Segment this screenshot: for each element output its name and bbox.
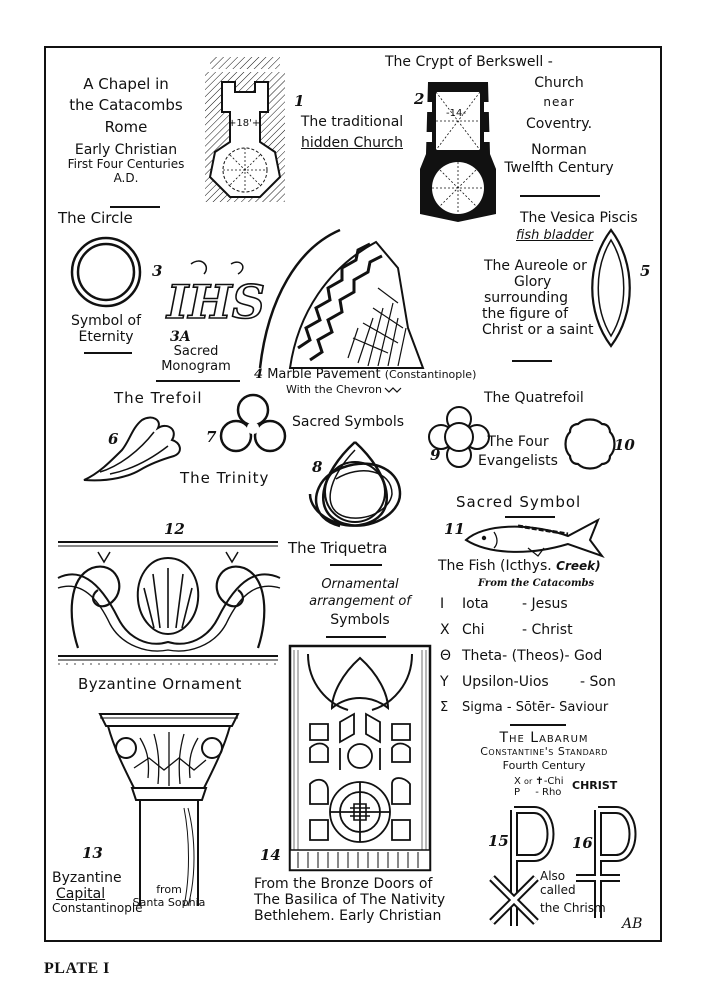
- capital-caption-line-3: Constantinople: [52, 901, 143, 916]
- marble-caption-text: Marble Pavement: [267, 367, 381, 382]
- fish-caption-text: The Fish (Icthys.: [438, 558, 552, 574]
- labarum-or: or: [524, 777, 533, 786]
- vesica-caption: [478, 258, 626, 338]
- ichthys-meaning: - Son: [580, 674, 616, 690]
- vesica-subtitle: fish bladder: [516, 228, 594, 243]
- figure-3a-number: 3A: [170, 329, 191, 345]
- figure-8-number: 8: [312, 458, 323, 476]
- hidden-church-line-1: The traditional: [300, 114, 404, 130]
- vesica-caption-line-5: Christ or a saint: [482, 322, 594, 339]
- ihs-monogram: [166, 256, 266, 336]
- ichthys-row-1: [440, 596, 568, 612]
- figure-10-number: 10: [614, 436, 635, 454]
- ichthys-glyph: I: [440, 596, 445, 612]
- circle-underline: [84, 352, 132, 354]
- labarum-p: P: [514, 787, 521, 798]
- trefoil-title: The Trefoil: [114, 389, 203, 407]
- chapel-plan-drawing: [200, 52, 290, 212]
- circle-caption: [58, 313, 154, 345]
- labarum-x: X: [514, 776, 521, 787]
- capital-caption-line-2: Capital: [56, 886, 106, 903]
- chapel-line-3: Rome: [104, 117, 148, 136]
- ichthys-row-3: [440, 648, 602, 664]
- fish-caption: [438, 558, 601, 574]
- crypt-text: [494, 75, 624, 176]
- trinity-caption: The Trinity: [180, 469, 270, 487]
- triquetra-caption: The Triquetra: [288, 539, 388, 557]
- crypt-line-3: near: [543, 95, 575, 110]
- vesica-caption-line-4: the figure of: [482, 306, 569, 323]
- labarum-chi-line: [514, 776, 564, 787]
- figure-12-number: 12: [164, 520, 185, 538]
- vesica-caption-line-1: The Aureole or: [484, 258, 587, 274]
- labarum-cross-icon: ✝: [535, 776, 544, 787]
- labarum-line-1: Constantine's Standard: [480, 745, 608, 759]
- figure-7-number: 7: [206, 428, 217, 446]
- ichthys-glyph: Σ: [440, 700, 449, 715]
- ornamental-caption: [290, 578, 430, 628]
- ichthys-greek: Chi: [462, 622, 485, 638]
- circle-caption-line-1: Symbol of: [70, 313, 142, 329]
- plate-label: PLATE I: [44, 960, 110, 977]
- marble-subcaption: [286, 384, 401, 397]
- capital-from-line-2: Santa Sophia: [132, 895, 206, 909]
- ichthys-meaning: - Saviour: [550, 700, 609, 715]
- chrism-caption: [540, 870, 606, 915]
- ichthys-meaning: - God: [564, 648, 603, 664]
- chapel-line-4: Early Christian: [74, 141, 178, 158]
- triquetra-symbol: [300, 434, 410, 534]
- ichthys-glyph: Θ: [440, 648, 452, 664]
- monogram-underline: [156, 380, 240, 382]
- ichthys-meaning: - Christ: [522, 622, 573, 638]
- capital-caption-line-1: Byzantine: [52, 870, 122, 886]
- ichthys-meaning: - Jesus: [522, 596, 568, 612]
- labarum-title: The Labarum: [499, 730, 589, 746]
- crypt-line-6: Twelfth Century: [504, 160, 614, 177]
- sacred-symbols-title: Sacred Symbols: [292, 414, 405, 430]
- ichthys-glyph: Y: [440, 674, 449, 690]
- labarum-block: [446, 730, 642, 772]
- byzantine-ornament-caption: Byzantine Ornament: [78, 675, 242, 693]
- vesica-caption-line-3: surrounding: [484, 290, 568, 307]
- fish-title: Sacred Symbol: [456, 493, 582, 511]
- chapel-line-6: A.D.: [113, 170, 139, 185]
- monogram-caption: [150, 345, 242, 375]
- vesica-caption-line-2: Glory: [514, 274, 552, 291]
- labarum-chi-rho: [514, 776, 564, 798]
- crypt-dimension: -14-: [446, 108, 466, 119]
- figure-5-number: 5: [640, 262, 651, 280]
- ichthys-row-5: [440, 700, 608, 715]
- chrism-caption-line-1: Also: [540, 869, 566, 883]
- crypt-plan-drawing: [418, 74, 498, 224]
- crypt-line-5: Norman: [531, 141, 587, 158]
- figure-14-number: 14: [260, 846, 281, 864]
- crypt-underline: [520, 195, 600, 197]
- ichthys-greek: Theta- (Theos): [462, 648, 565, 664]
- quatrefoil-symbol-10: [564, 418, 616, 470]
- crypt-line-4: Coventry.: [525, 115, 593, 132]
- monogram-caption-line-2: Monogram: [161, 358, 231, 374]
- ichthys-glyph: X: [440, 622, 450, 638]
- figure-2-number: 2: [414, 90, 425, 108]
- bronze-doors-line-2: The Basilica of The Nativity: [254, 892, 446, 909]
- chapel-underline: [110, 206, 160, 208]
- chrism-caption-line-2: called: [540, 882, 576, 897]
- chevron-icon: [385, 386, 401, 394]
- chapel-line-2: the Catacombs: [69, 96, 183, 115]
- fish-symbol: [458, 514, 608, 560]
- byzantine-ornament-drawing: [58, 538, 280, 668]
- quatrefoil-caption-line-2: Evangelists: [478, 453, 558, 470]
- ichthys-greek: Sigma - Sōtēr: [462, 700, 551, 715]
- figure-4-number: 4: [254, 367, 264, 382]
- chrism-caption-line-3: the Chrism: [540, 900, 606, 915]
- vesica-title: The Vesica Piscis: [520, 210, 638, 226]
- quatrefoil-title: The Quatrefoil: [484, 390, 584, 406]
- figure-13-number: 13: [82, 844, 103, 862]
- ornamental-underline: [326, 636, 386, 638]
- crypt-line-1: The Crypt of Berkswell -: [385, 54, 553, 70]
- ornamental-caption-line-3: Symbols: [330, 611, 390, 628]
- labarum-line-2: Fourth Century: [502, 758, 586, 772]
- figure-15-number: 15: [488, 832, 509, 850]
- triquetra-underline: [330, 564, 382, 566]
- capital-from: [126, 884, 212, 909]
- figure-3-number: 3: [152, 262, 163, 280]
- fish-caption-italic: Creek): [556, 559, 601, 573]
- hidden-church-line-2: hidden Church: [300, 135, 403, 152]
- ichthys-greek: Iota: [462, 596, 489, 612]
- bronze-doors-caption: [254, 876, 445, 924]
- ornamental-caption-line-2: arrangement of: [309, 593, 411, 609]
- monogram-caption-line-1: Sacred: [173, 344, 219, 359]
- figure-6-number: 6: [108, 430, 119, 448]
- chapel-line-1: A Chapel in: [83, 75, 169, 93]
- crypt-line-2: Church: [534, 75, 584, 91]
- ichthys-greek: Upsilon-Uios: [462, 674, 549, 690]
- quatrefoil-caption-line-1: The Four: [487, 434, 549, 450]
- circle-caption-line-2: Eternity: [78, 329, 134, 346]
- ichthys-row-4: [440, 674, 616, 690]
- trefoil-leaf-symbol: [80, 410, 190, 488]
- figure-9-number: 9: [430, 446, 441, 464]
- labarum-rho-line: [514, 787, 564, 798]
- svg-text:IHS: IHS: [166, 275, 266, 329]
- circle-symbol: [68, 234, 148, 314]
- marble-location: (Constantinople): [384, 368, 477, 381]
- ichthys-underline: [510, 724, 566, 726]
- capital-from-line-1: from: [156, 883, 182, 896]
- marble-pavement-drawing: [258, 228, 480, 370]
- quatrefoil-caption: [470, 434, 566, 469]
- vesica-underline: [512, 360, 552, 362]
- figure-16-number: 16: [572, 834, 593, 852]
- fish-subcaption: From the Catacombs: [478, 578, 595, 589]
- labarum-christ: CHRIST: [572, 779, 618, 792]
- figure-11-number: 11: [444, 520, 465, 538]
- hidden-church-text: [296, 114, 408, 151]
- labarum-chi: -Chi: [543, 776, 564, 787]
- figure-1-number: 1: [294, 92, 305, 110]
- bronze-doors-line-3: Bethlehem. Early Christian: [254, 908, 442, 925]
- ichthys-row-2: [440, 622, 573, 638]
- labarum-rho: - Rho: [535, 787, 562, 798]
- trinity-symbol: [218, 392, 288, 456]
- circle-title: The Circle: [58, 209, 133, 227]
- chapel-dimension: +18'+: [228, 118, 261, 129]
- bronze-door-panel-drawing: [288, 644, 432, 872]
- ornamental-caption-line-1: Ornamental: [321, 577, 399, 592]
- artist-signature: AB: [622, 916, 643, 932]
- chapel-line-5: First Four Centuries: [67, 156, 185, 171]
- marble-caption: [254, 368, 476, 383]
- bronze-doors-line-1: From the Bronze Doors of: [254, 876, 433, 892]
- chapel-text: [56, 76, 196, 185]
- marble-subcaption-text: With the Chevron: [286, 383, 382, 396]
